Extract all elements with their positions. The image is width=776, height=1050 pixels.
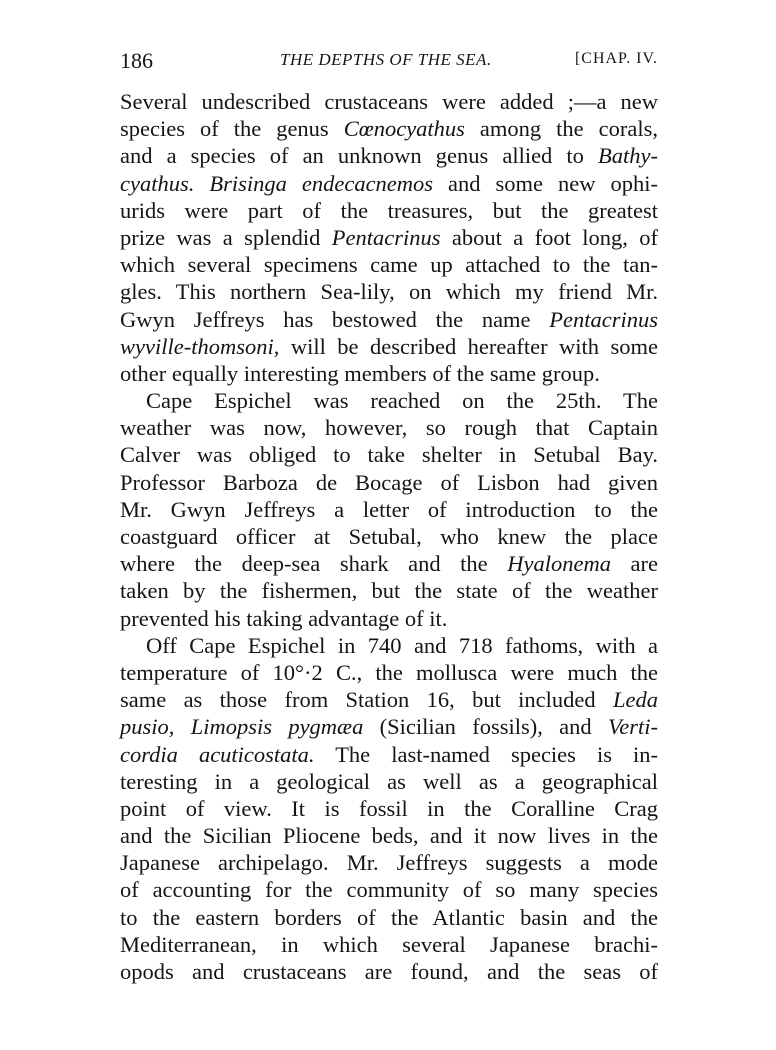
text-line: Several undescribed crustaceans were added ;—a new xyxy=(120,89,658,114)
chapter-reference: [CHAP. IV. xyxy=(574,50,658,67)
text-line: cordia acuticostata. The last-named species is in- xyxy=(120,741,658,767)
page-header xyxy=(120,48,658,78)
body-text xyxy=(120,88,658,985)
text-line: temperature of 10°·2 C., the mollusca were much the xyxy=(120,659,658,685)
text-line: coastguard officer at Setubal, who knew the place xyxy=(120,524,658,549)
text-line: wyville-thomsoni, will be described hereafter with some xyxy=(120,333,658,359)
text-line: urids were part of the treasures, but the greatest xyxy=(120,197,658,223)
text-line: other equally interesting members of the same group. xyxy=(120,360,600,386)
text-line: Calver was obliged to take shelter in Setubal Bay. xyxy=(120,442,658,468)
text-line: gles. This northern Sea-lily, on which my friend Mr. xyxy=(120,279,658,305)
text-line: where the deep-sea shark and the Hyalonema are xyxy=(120,551,658,577)
text-line: opods and crustaceans are found, and the seas of xyxy=(120,959,658,984)
text-line: to the eastern borders of the Atlantic basin and the xyxy=(120,904,658,930)
text-line: prevented his taking advantage of it. xyxy=(120,605,448,631)
running-title: THE DEPTHS OF THE SEA. xyxy=(280,50,492,69)
text-line: Mr. Gwyn Jeffreys a letter of introduction to the xyxy=(120,496,658,522)
text-line: species of the genus Cœnocyathus among the corals, xyxy=(120,116,658,142)
text-line: Gwyn Jeffreys has bestowed the name Pentacrinus xyxy=(120,306,658,332)
text-line: of accounting for the community of so many species xyxy=(120,877,658,903)
text-line: Mediterranean, in which several Japanese brachi- xyxy=(120,931,658,957)
text-line: weather was now, however, so rough that Captain xyxy=(120,415,658,441)
text-line: same as those from Station 16, but included Leda xyxy=(120,687,658,713)
text-line: point of view. It is fossil in the Coralline Crag xyxy=(120,795,658,821)
text-line: teresting in a geological as well as a geographical xyxy=(120,768,658,794)
text-line: cyathus. Brisinga endecacnemos and some new ophi- xyxy=(120,170,659,196)
text-line: Professor Barboza de Bocage of Lisbon had given xyxy=(120,469,658,495)
page-number: 186 xyxy=(120,48,153,73)
text-line: and a species of an unknown genus allied to Bathy- xyxy=(120,143,658,169)
text-line: prize was a splendid Pentacrinus about a foot long, of xyxy=(120,224,658,250)
text-line: Off Cape Espichel in 740 and 718 fathoms, with a xyxy=(146,632,658,658)
text-line: pusio, Limopsis pygmæa (Sicilian fossils), and Verti- xyxy=(120,714,659,740)
text-line: and the Sicilian Pliocene beds, and it now lives in the xyxy=(120,823,658,849)
text-line: Japanese archipelago. Mr. Jeffreys suggests a mode xyxy=(120,850,658,876)
text-line: which several specimens came up attached to the tan- xyxy=(120,252,658,278)
text-line: Cape Espichel was reached on the 25th. The xyxy=(146,388,658,414)
text-line: taken by the fishermen, but the state of the weather xyxy=(120,578,658,604)
